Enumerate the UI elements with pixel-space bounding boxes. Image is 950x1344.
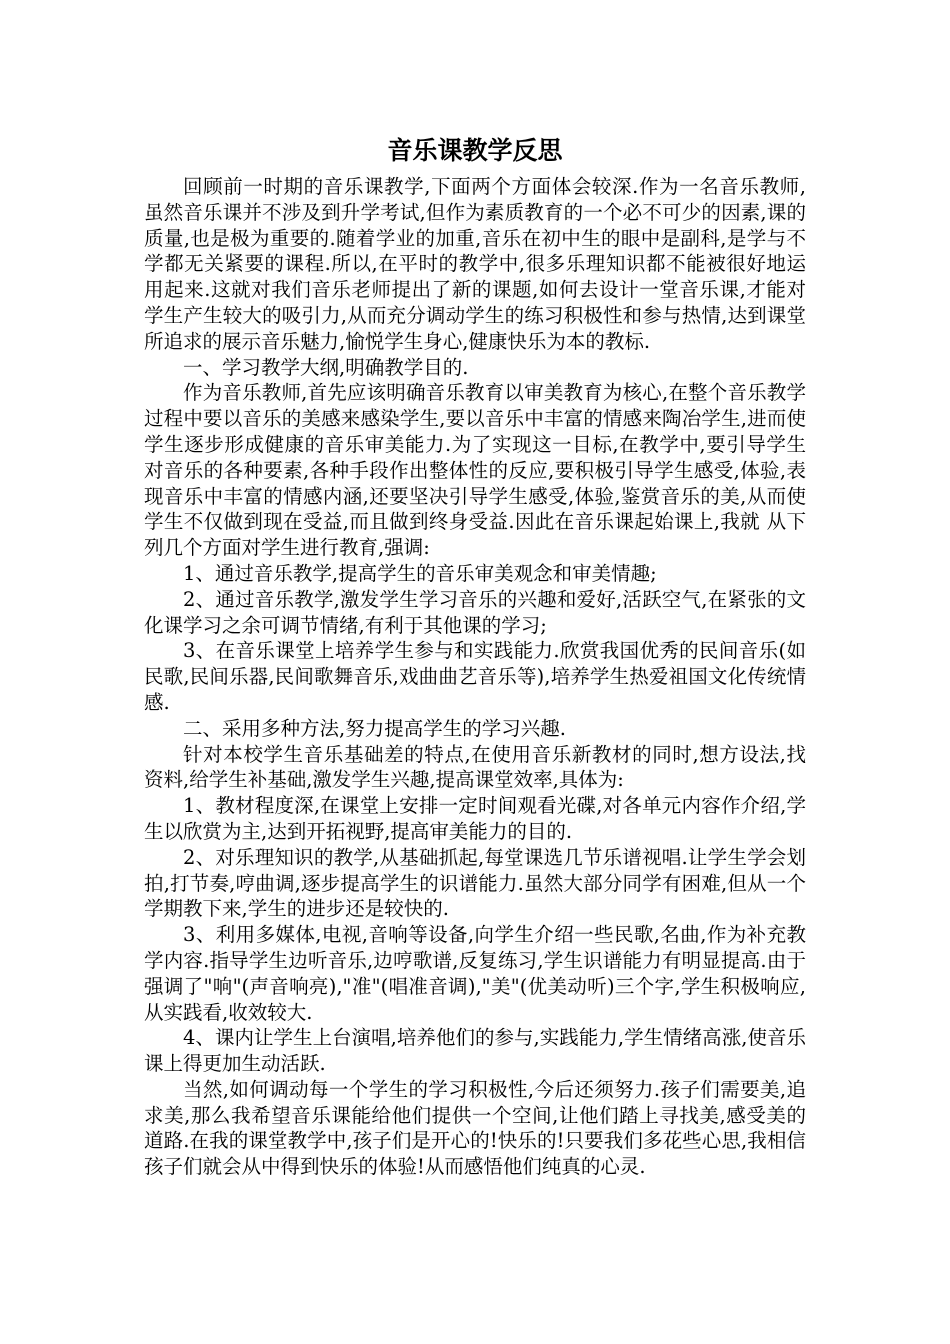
list-item-2-4: 4、课内让学生上台演唱,培养他们的参与,实践能力,学生情绪高涨,使音乐课上得更加生动活跃. <box>144 1026 806 1076</box>
paragraph-conclusion: 当然,如何调动每一个学生的学习积极性,今后还须努力.孩子们需要美,追求美,那么我希望音乐课能给他们提供一个空间,让他们踏上寻找美,感受美的道路.在我的课堂教学中,孩子们是开心的!快乐的!只要我们多花些心思,我相信孩子们就会从中得到快乐的体验!从而感悟他们纯真的心灵. <box>144 1077 806 1179</box>
list-item-2-3: 3、利用多媒体,电视,音响等设备,向学生介绍一些民歌,名曲,作为补充教学内容.指导学生边听音乐,边哼歌谱,反复练习,学生识谱能力有明显提高.由于强调了"响"(声音响亮),"准"(唱准音调),"美"(优美动听)三个字,学生积极响应,从实践看,收效较大. <box>144 923 806 1024</box>
list-item-1-3: 3、在音乐课堂上培养学生参与和实践能力.欣赏我国优秀的民间音乐(如民歌,民间乐器,民间歌舞音乐,戏曲曲艺音乐等),培养学生热爱祖国文化传统情感. <box>144 639 806 714</box>
section-heading-1: 一、学习教学大纲,明确教学目的. <box>183 355 469 379</box>
section-heading-2: 二、采用多种方法,努力提高学生的学习兴趣. <box>183 716 566 740</box>
list-item-2-2: 2、对乐理知识的教学,从基础抓起,每堂课选几节乐谱视唱.让学生学会划拍,打节奏,哼曲调,逐步提高学生的识谱能力.虽然大部分同学有困难,但从一个学期教下来,学生的进步还是较快的. <box>144 845 806 921</box>
list-item-1-1: 1、通过音乐教学,提高学生的音乐审美观念和审美情趣; <box>183 561 657 585</box>
paragraph-section-1: 作为音乐教师,首先应该明确音乐教育以审美教育为核心,在整个音乐教学过程中要以音乐的美感来感染学生,要以音乐中丰富的情感来陶冶学生,进而使学生逐步形成健康的音乐审美能力.为了实现这一目标,在教学中,要引导学生对音乐的各种要素,各种手段作出整体性的反应,要积极引导学生感受,体验,表现音乐中丰富的情感内涵,还要坚决引导学生感受,体验,鉴赏音乐的美,从而使学生不仅做到现在受益,而且做到终身受益.因此在音乐课起始课上,我就 从下列几个方面对学生进行教育,强调: <box>144 381 806 560</box>
list-item-1-2: 2、通过音乐教学,激发学生学习音乐的兴趣和爱好,活跃空气,在紧张的文化课学习之余可调节情绪,有利于其他课的学习; <box>144 587 806 637</box>
paragraph-section-2: 针对本校学生音乐基础差的特点,在使用音乐新教材的同时,想方设法,找资料,给学生补基础,激发学生兴趣,提高课堂效率,具体为: <box>144 742 806 792</box>
document-body <box>144 128 806 1180</box>
paragraph-intro: 回顾前一时期的音乐课教学,下面两个方面体会较深.作为一名音乐教师,虽然音乐课并不涉及到升学考试,但作为素质教育的一个必不可少的因素,课的质量,也是极为重要的.随着学业的加重,音乐在初中生的眼中是副科,是学与不学都无关紧要的课程.所以,在平时的教学中,很多乐理知识都不能被很好地运用起来.这就对我们音乐老师提出了新的课题,如何去设计一堂音乐课,才能对学生产生较大的吸引力,从而充分调动学生的练习积极性和参与热情,达到课堂所追求的展示音乐魅力,愉悦学生身心,健康快乐为本的教标. <box>144 175 806 353</box>
list-item-2-1: 1、教材程度深,在课堂上安排一定时间观看光碟,对各单元内容作介绍,学生以欣赏为主,达到开拓视野,提高审美能力的目的. <box>144 794 806 843</box>
document-title: 音乐课教学反思 <box>387 136 563 165</box>
